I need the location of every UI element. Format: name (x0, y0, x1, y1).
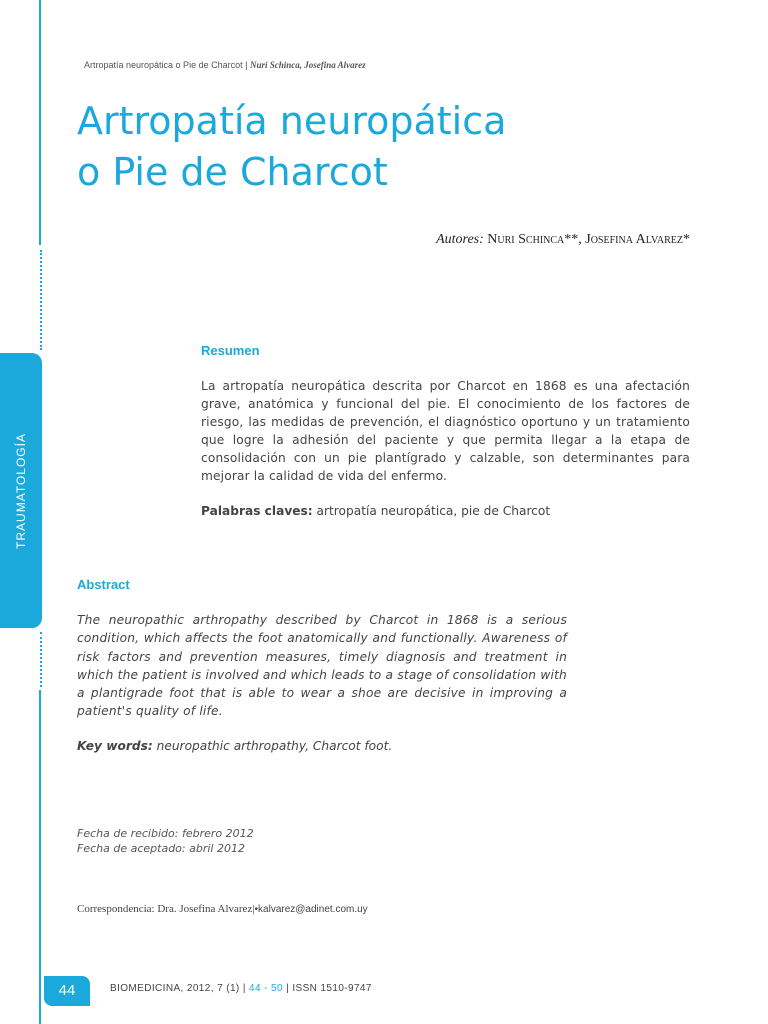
running-head-title: Artropatía neuropática o Pie de Charcot (84, 60, 243, 70)
palabras-claves (201, 504, 550, 518)
margin-rule-top (39, 0, 41, 245)
footer-pages: 44 - 50 (249, 983, 283, 994)
correspondence-email: •kalvarez@adinet.com.uy (254, 904, 368, 915)
article-title-line-1: Artropatía neuropática (77, 99, 507, 143)
margin-rule-dotted-lower (40, 632, 42, 687)
footer-issn: | ISSN 1510-9747 (286, 983, 372, 994)
footer-citation (110, 983, 372, 994)
running-head (84, 60, 366, 70)
section-tab-label: TRAUMATOLOGÍA (14, 433, 28, 549)
byline-names: Nuri Schinca**, Josefina Alvarez* (487, 232, 690, 247)
author-byline (436, 232, 690, 248)
key-words (77, 739, 392, 753)
article-title (77, 96, 506, 198)
resumen-body: La artropatía neuropática descrita por Charcot en 1868 es una afectación grave, anatómica y funcional del pie. El conocimiento de los factores de riesgo, las medidas de prevención, el diagnóstico oportuno y un tratamiento que logre la adhesión del paciente y que permita llegar a la etapa de consolidación con un pie plantígrado y calzable, son determinantes para mejorar la calidad de vida del enfermo. (201, 379, 690, 483)
resumen-heading: Resumen (201, 343, 260, 358)
footer-journal: BIOMEDICINA, 2012, 7 (1) | (110, 983, 246, 994)
margin-rule-dotted-upper (40, 250, 42, 350)
running-head-separator: | (245, 60, 248, 70)
palabras-claves-label: Palabras claves: (201, 504, 313, 518)
section-tab (0, 353, 42, 628)
abstract-body: The neuropathic arthropathy described by Charcot in 1868 is a serious condition, which affects the foot anatomically and functionally. Awareness of risk factors and prevention measures, timely diagnosis and treatment in which the patient is involved and which leads to a stage of consolidation with a plantigrade foot that is able to wear a shoe are decisive in improving a patient's quality of life. (77, 613, 567, 719)
key-words-text: neuropathic arthropathy, Charcot foot. (156, 739, 393, 753)
abstract-heading: Abstract (77, 577, 130, 592)
correspondence-label: Correspondencia: Dra. Josefina Alvarez (77, 903, 253, 915)
date-received: Fecha de recibido: febrero 2012 (77, 827, 254, 840)
date-accepted: Fecha de aceptado: abril 2012 (77, 842, 245, 855)
page-number: 44 (44, 976, 90, 1006)
submission-dates (77, 826, 254, 856)
margin-rule-bottom (39, 690, 41, 1024)
correspondence (77, 903, 368, 915)
correspondence-separator: | (252, 903, 255, 915)
key-words-label: Key words: (77, 739, 153, 753)
byline-lead: Autores: (436, 232, 484, 247)
running-head-authors: Nuri Schinca, Josefina Alvarez (249, 60, 366, 70)
article-title-line-2: o Pie de Charcot (77, 150, 388, 194)
palabras-claves-text: artropatía neuropática, pie de Charcot (316, 504, 551, 518)
